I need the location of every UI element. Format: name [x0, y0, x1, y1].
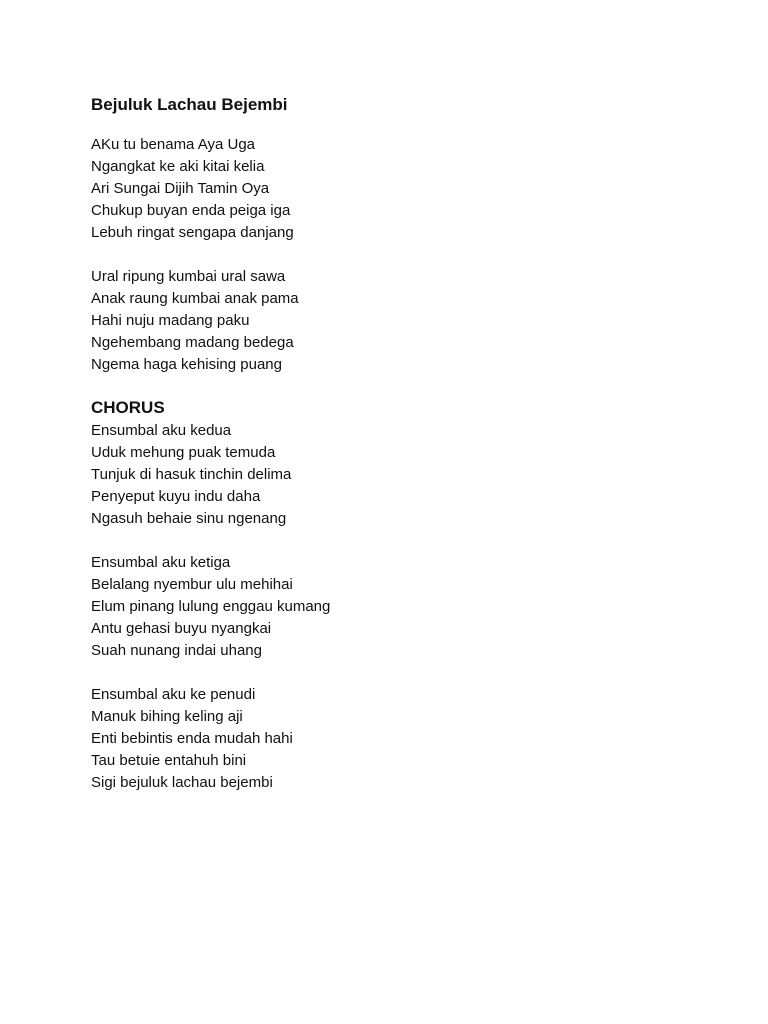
stanza-1 — [91, 134, 731, 244]
lyric-line: Lebuh ringat sengapa danjang — [91, 224, 294, 241]
lyric-line: Tau betuie entahuh bini — [91, 752, 247, 769]
lyric-line: Ngema haga kehising puang — [91, 356, 282, 373]
lyric-line: Belalang nyembur ulu mehihai — [91, 576, 293, 593]
chorus-heading: CHORUS — [91, 398, 165, 417]
lyric-line: Elum pinang lulung enggau kumang — [91, 598, 331, 615]
lyric-line: Ari Sungai Dijih Tamin Oya — [91, 180, 270, 197]
lyric-line: Tunjuk di hasuk tinchin delima — [91, 466, 292, 483]
lyric-line: Penyeput kuyu indu daha — [91, 488, 261, 505]
lyric-line: Chukup buyan enda peiga iga — [91, 202, 291, 219]
lyric-line: Antu gehasi buyu nyangkai — [91, 620, 272, 637]
lyric-line: Suah nunang indai uhang — [91, 642, 262, 659]
stanza-chorus — [91, 396, 731, 530]
lyric-line: Ensumbal aku kedua — [91, 422, 232, 439]
stanza-2 — [91, 266, 731, 376]
lyric-line: Anak raung kumbai anak pama — [91, 290, 299, 307]
lyric-line: Ngasuh behaie sinu ngenang — [91, 510, 287, 527]
stanza-4 — [91, 552, 731, 662]
lyric-line: Sigi bejuluk lachau bejembi — [91, 774, 273, 791]
lyric-line: Ural ripung kumbai ural sawa — [91, 268, 286, 285]
song-title: Bejuluk Lachau Bejembi — [91, 95, 288, 114]
lyric-line: Ensumbal aku ketiga — [91, 554, 231, 571]
lyric-line: Ensumbal aku ke penudi — [91, 686, 256, 703]
lyric-line: Ngangkat ke aki kitai kelia — [91, 158, 265, 175]
stanza-5 — [91, 684, 731, 794]
lyric-line: Manuk bihing keling aji — [91, 708, 243, 725]
lyric-line: Hahi nuju madang paku — [91, 312, 250, 329]
lyric-line: Enti bebintis enda mudah hahi — [91, 730, 293, 747]
lyric-line: Ngehembang madang bedega — [91, 334, 294, 351]
lyric-line: AKu tu benama Aya Uga — [91, 136, 256, 153]
document-page — [91, 93, 731, 816]
lyric-line: Uduk mehung puak temuda — [91, 444, 276, 461]
